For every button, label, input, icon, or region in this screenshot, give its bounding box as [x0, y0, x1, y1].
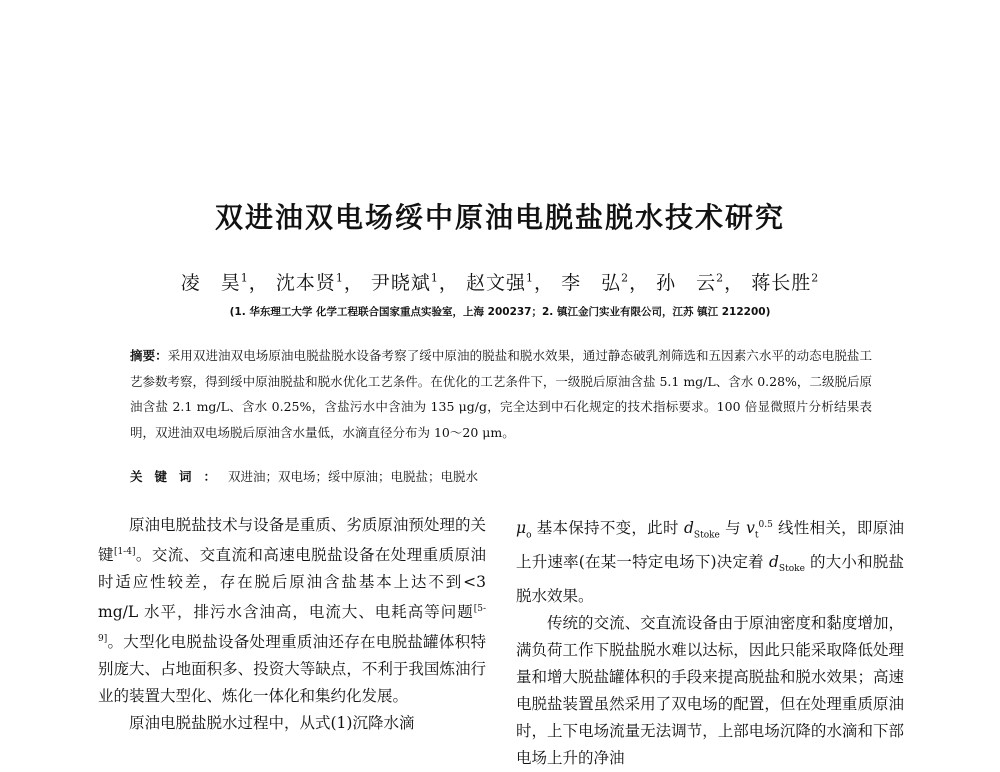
keywords-label: 关键词：	[130, 469, 229, 484]
author: 凌 昊$^1$，	[180, 271, 269, 294]
paragraph: 原油电脱盐脱水过程中，从式(1)沉降水滴	[129, 714, 415, 733]
author: 沈本贤$^1$，	[275, 271, 364, 294]
abstract-label: 摘要：	[130, 348, 168, 363]
author: 蒋长胜$^2$	[751, 271, 820, 294]
author: 赵文强$^1$，	[465, 271, 555, 294]
citation: [5-9]	[98, 604, 486, 645]
paragraph: 原油电脱盐技术与设备是重质、劣质原油预处理的关键[1-4]。交流、交直流和高速电脱盐设备在处理重质原油时适应性较差，存在脱后原油含盐基本上达不到<3 mg/L 水平，排污水含油高，电流大、电耗高等问题[5-9]。大型化电脱盐设备处理重质油还存在电脱盐罐体积特别庞大、占地面积多、投资大等缺点，不利于我国炼油行业的装置大型化、炼化一体化和集约化发展。	[98, 516, 486, 706]
author: 李 弘$^2$，	[561, 271, 650, 294]
keywords-text: 双进油；双电场；绥中原油；电脱盐；电脱水	[228, 469, 479, 484]
affiliations: (1. 华东理工大学 化学工程联合国家重点实验室，上海 200237；2. 镇江金门实业有限公司，江苏 镇江 212200)	[229, 306, 771, 318]
citation: [1-4]	[113, 547, 136, 557]
paragraph: 传统的交流、交直流设备由于原油密度和黏度增加，满负荷工作下脱盐脱水难以达标，因此只能采取降低处理量和增大脱盐罐体积的手段来提高脱盐和脱水效果；高速电脱盐装置虽然采用了双电场的配置，但在处理重质原油时，上下电场流量无法调节，上部电场沉降的水滴和下部电场上升的净油	[516, 614, 904, 768]
abstract-text: 采用双进油双电场原油电脱盐脱水设备考察了绥中原油的脱盐和脱水效果，通过静态破乳剂筛选和五因素六水平的动态电脱盐工艺参数考察，得到绥中原油脱盐和脱水优化工艺条件。在优化的工艺条件下，一级脱后原油含盐 5.1 mg/L、含水 0.28%，二级脱后原油含盐 2.1 mg/L、含水 0.25%，含盐污水中含油为 135 μg/g，完全达到中石化规定的技术指标要求。100 倍显微照片分析结果表明，双进油双电场脱后原油含水量低，水滴直径分布为 10～20 μm。	[130, 348, 872, 440]
author: 尹晓斌$^1$，	[370, 271, 459, 294]
body-column-left	[98, 512, 486, 737]
author-list	[0, 268, 1000, 295]
paragraph: $\mu_o$ 基本保持不变，此时 $d_{Stoke}$ 与 $v_t^{0.5}$ 线性相关，即原油上升速率(在某一特定电场下)决定着 $d_{Stoke}$ 的大小和脱盐脱水效果。	[516, 519, 904, 606]
abstract	[130, 343, 872, 445]
body-column-right	[516, 512, 904, 772]
paper-title: 双进油双电场绥中原油电脱盐脱水技术研究	[214, 201, 785, 234]
author: 孙 云$^2$，	[656, 271, 745, 294]
keywords	[130, 467, 872, 487]
